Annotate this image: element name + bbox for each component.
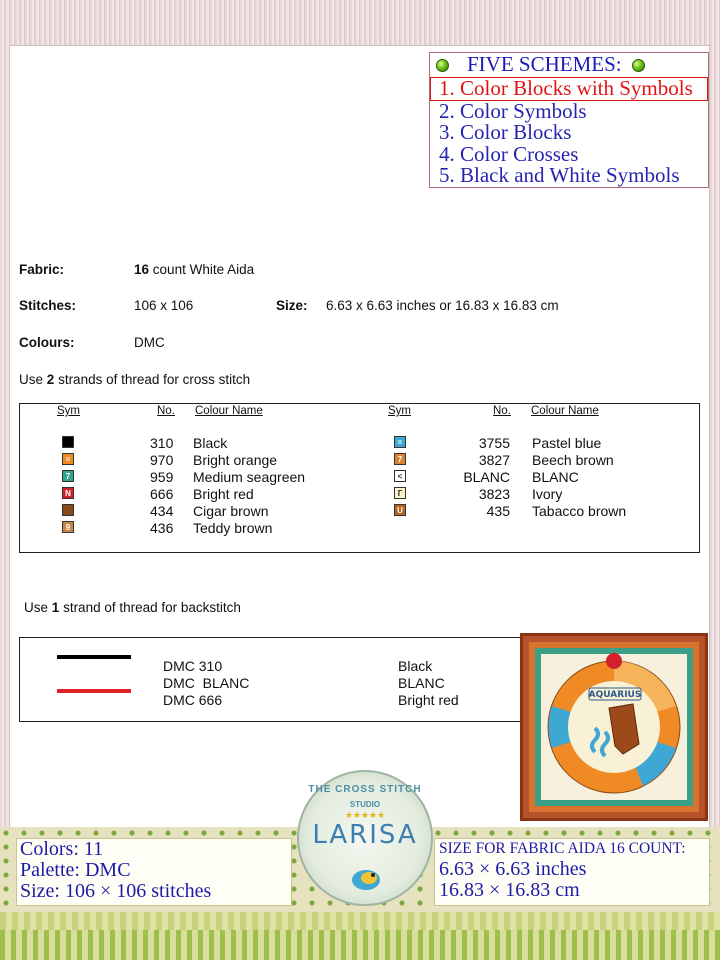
fabric-count: 16 (134, 262, 150, 277)
backstitch-instruction (24, 600, 241, 615)
legend-colour-name: Cigar brown (193, 503, 269, 519)
backstitch-code: DMC BLANC (163, 675, 250, 691)
size-value: 6.63 x 6.63 inches or 16.83 x 16.83 cm (326, 298, 559, 313)
scheme-item-color-blocks-with-symbols[interactable]: 1. Color Blocks with Symbols (430, 77, 708, 101)
legend-swatch (62, 504, 74, 516)
pattern-preview-image (520, 633, 708, 821)
studio-logo (297, 770, 433, 906)
size-inches: 6.63 × 6.63 inches (439, 858, 587, 880)
legend-colour-name: Medium seagreen (193, 469, 306, 485)
scheme-item-color-blocks[interactable]: 3. Color Blocks (439, 120, 572, 144)
legend-colour-name: Pastel blue (532, 435, 602, 451)
legend-swatch: = (62, 453, 74, 465)
legend-number: 666 (150, 486, 174, 502)
fabric-label: Fabric: (19, 262, 65, 277)
logo-studio: STUDIO (349, 800, 381, 809)
legend-number: 959 (150, 469, 174, 485)
green-bullet-icon (436, 59, 449, 72)
fabric-value (134, 262, 254, 277)
cross-stitch-instruction (19, 372, 250, 387)
legend-colour-name: Tabacco brown (532, 503, 627, 519)
stitches-label-wrap (19, 298, 76, 313)
col-sym-right: Sym (388, 405, 411, 417)
legend-colour-name: BLANC (532, 469, 579, 485)
legend-swatch (62, 436, 74, 448)
size-label: Size: (276, 298, 308, 313)
legend-swatch: Г (394, 487, 406, 499)
legend-number: 3827 (478, 452, 510, 468)
footer-strip-lower (0, 930, 720, 960)
backstitch-colour-name: Bright red (398, 692, 459, 708)
colors-count: Colors: 11 (20, 838, 104, 860)
size-title: SIZE FOR FABRIC AIDA 16 COUNT: (439, 840, 686, 857)
schemes-title: FIVE SCHEMES: (467, 52, 622, 77)
legend-colour-name: Teddy brown (193, 520, 273, 536)
backstitch-line-sample (57, 655, 131, 659)
cross-pre: Use (19, 372, 44, 387)
back-post: strand of thread for backstitch (63, 600, 241, 615)
schemes-header (430, 53, 708, 77)
colour-legend-table (19, 403, 700, 553)
cross-post: strands of thread for cross stitch (58, 372, 251, 387)
cross-num: 2 (46, 372, 55, 387)
legend-number: 970 (150, 452, 174, 468)
col-name-right: Colour Name (531, 405, 599, 417)
logo-stars: ★★★★★ (344, 810, 386, 820)
scheme-item-color-crosses[interactable]: 4. Color Crosses (439, 141, 579, 166)
stitches-label: Stitches: (19, 298, 77, 313)
legend-swatch: 7 (394, 453, 406, 465)
backstitch-table (19, 637, 520, 722)
col-sym-left: Sym (57, 405, 80, 417)
size-label-wrap (276, 298, 308, 313)
legend-colour-name: Beech brown (532, 452, 614, 468)
legend-number: 436 (150, 520, 174, 536)
backstitch-colour-name: Black (398, 658, 433, 674)
logo-ring-text: THE CROSS STITCH (308, 784, 422, 795)
legend-colour-name: Ivory (532, 486, 563, 502)
backstitch-code: DMC 310 (163, 658, 223, 674)
fabric-row (19, 262, 64, 277)
legend-swatch: U (394, 504, 406, 516)
legend-colour-name: Bright orange (193, 452, 278, 468)
legend-swatch: N (62, 487, 74, 499)
footer-stats-box (16, 838, 292, 906)
colours-label-wrap (19, 335, 75, 350)
schemes-box (429, 52, 709, 188)
legend-swatch: 9 (62, 521, 74, 533)
legend-swatch: < (394, 470, 406, 482)
col-no-right: No. (493, 405, 511, 417)
fabric-text: count White Aida (152, 262, 255, 277)
legend-number: 310 (150, 435, 174, 451)
colours-value: DMC (134, 335, 165, 350)
scheme-item-black-white-symbols[interactable]: 5. Black and White Symbols (439, 163, 680, 187)
legend-swatch: 7 (62, 470, 74, 482)
colours-label: Colours: (19, 335, 75, 350)
legend-number: 435 (486, 503, 510, 519)
col-name-left: Colour Name (195, 405, 263, 417)
back-num: 1 (51, 600, 60, 615)
backstitch-line-sample (57, 689, 131, 693)
legend-colour-name: Black (193, 435, 228, 451)
legend-number: 3823 (478, 486, 510, 502)
legend-colour-name: Bright red (193, 486, 254, 502)
footer-size-box (434, 838, 710, 906)
backstitch-colour-name: BLANC (398, 675, 445, 691)
size-cm: 16.83 × 16.83 cm (439, 879, 580, 901)
col-no-left: No. (157, 405, 175, 417)
stitch-size: Size: 106 × 106 stitches (20, 880, 212, 902)
backstitch-code: DMC 666 (163, 692, 223, 708)
palette-name: Palette: DMC (20, 859, 131, 881)
legend-number: 434 (150, 503, 174, 519)
preview-label: AQUARIUS (588, 690, 642, 700)
stitches-value: 106 x 106 (134, 298, 194, 313)
legend-swatch: = (394, 436, 406, 448)
aquarius-preview-icon (523, 636, 705, 818)
bird-icon (349, 864, 383, 892)
logo-name: LARISA (312, 820, 418, 850)
legend-number: 3755 (478, 435, 510, 451)
scheme-item-color-symbols[interactable]: 2. Color Symbols (439, 98, 587, 123)
back-pre: Use (24, 600, 49, 615)
green-bullet-icon (632, 59, 645, 72)
legend-number: BLANC (463, 469, 510, 485)
